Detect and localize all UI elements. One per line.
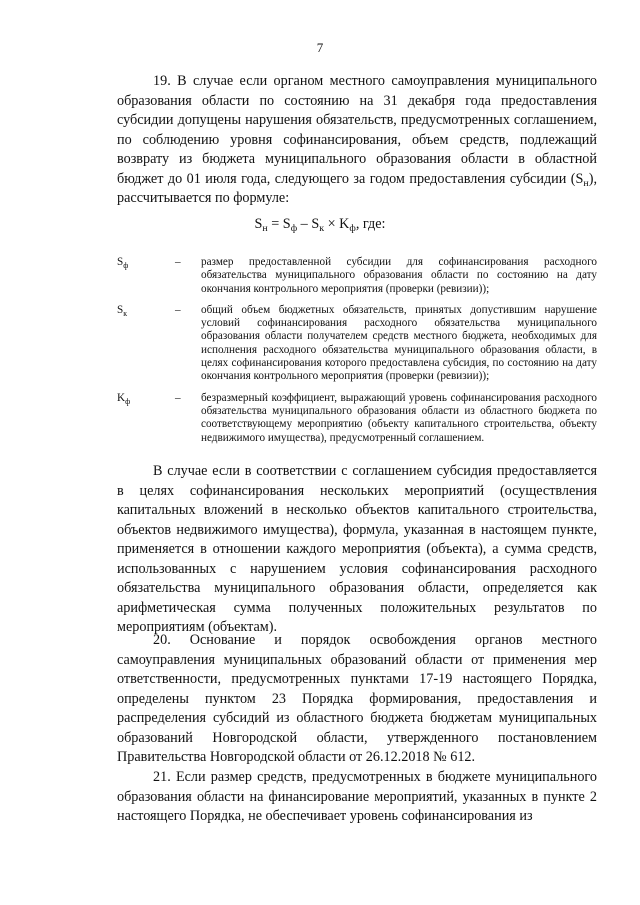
paragraph-20: [117, 631, 597, 768]
definition-kf: [117, 392, 597, 445]
definition-text: безразмерный коэффициент, выражающий уровень софинансирования расходного обязательства муниципального образования области из областного бюджета по соответствующему мероприятию (объекту капитального строительства, объекту недвижимого имущества), предусмотренный соглашением.: [201, 391, 597, 444]
p19b-text: В случае если в соответствии с соглашением субсидия предоставляется в целях софинансирования нескольких мероприятий (осуществления капитальных вложений в несколько объектов капитального строительства, объектов недвижимого имущества), формула, указанная в настоящем пункте, применяется в отношении каждого мероприятия (объекта), а сумма средств, использованных с нарушением условия софинансирования расходного обязательства муниципального образования области, определяется как арифметическая сумма полученных положительных результатов по мероприятиям (объектам).: [117, 463, 597, 635]
definition-dash: –: [175, 303, 181, 316]
definition-sk: [117, 304, 597, 384]
definition-text: общий объем бюджетных обязательств, принятых допустившим нарушение условий софинансирования расходного обязательства муниципального образования области получателем средств местного бюджета, необходимых для исполнения расходного обязательства муниципального образования области, в целях софинансирования которого предоставлена субсидия, по состоянию на дату окончания контрольного мероприятия (проверки (ревизии));: [201, 303, 597, 383]
definition-symbol: $S_ф$: [117, 256, 129, 270]
definition-symbol: $K_ф$: [117, 391, 131, 406]
p19-intro-end: ), рассчитывается по формуле:: [117, 170, 597, 206]
formula: [0, 216, 640, 233]
formula-s-sub: н: [262, 223, 268, 234]
definitions-list: [117, 256, 597, 453]
formula-eq: =: [267, 216, 283, 232]
definition-dash: –: [175, 256, 181, 268]
formula-sk: S: [311, 216, 320, 232]
formula-s: S: [254, 216, 263, 232]
definition-sf: [117, 256, 597, 296]
p20-text: 20. Основание и порядок освобождения органов местного самоуправления муниципальных образований области от применения мер ответственности, предусмотренных пунктами 17-19 настоящего Порядка, определены пунктом 23 Порядка формирования, предоставления и распределения субсидий из областного бюджета бюджетам муниципальных образований Новгородской области, утвержденного постановлением Правительства Новгородской области от 26.12.2018 № 612.: [117, 632, 597, 765]
p21-text: 21. Если размер средств, предусмотренных в бюджете муниципального образования области на финансирование мероприятий, указанных в пункте 2 настоящего Порядка, не обеспечивает уровень софинансирования из: [117, 769, 597, 824]
p19-intro: 19. В случае если органом местного самоуправления муниципального образования области по состоянию на 31 декабря года предоставления субсидии допущены нарушения обязательств, предусмотренных соглашением, по соблюдению уровня софинансирования, объем средств, подлежащий возврату из бюджета муниципального образования области в областной бюджет до 01 июля года, следующего за годом предоставления субсидии (S: [117, 73, 597, 187]
paragraph-19: [117, 72, 597, 209]
formula-sk-sub: к: [319, 223, 325, 234]
definition-text: размер предоставленной субсидии для софинансирования расходного обязательства муниципального образования области по состоянию на дату окончания контрольного мероприятия (проверки (ревизии));: [201, 256, 597, 295]
p19-intro-sub: н: [583, 177, 589, 189]
page-number: 7: [316, 40, 324, 55]
formula-tail: , где:: [355, 216, 386, 232]
formula-sf: S: [282, 216, 291, 232]
formula-sf-sub: ф: [290, 223, 298, 234]
paragraph-21: [117, 768, 597, 827]
formula-minus: –: [297, 216, 312, 232]
paragraph-19-continuation: [117, 462, 597, 638]
formula-kf: K: [339, 216, 350, 232]
formula-times: ×: [324, 216, 340, 232]
definition-dash: –: [175, 391, 181, 404]
formula-kf-sub: ф: [349, 223, 356, 234]
definition-symbol: $S_к$: [117, 303, 128, 318]
